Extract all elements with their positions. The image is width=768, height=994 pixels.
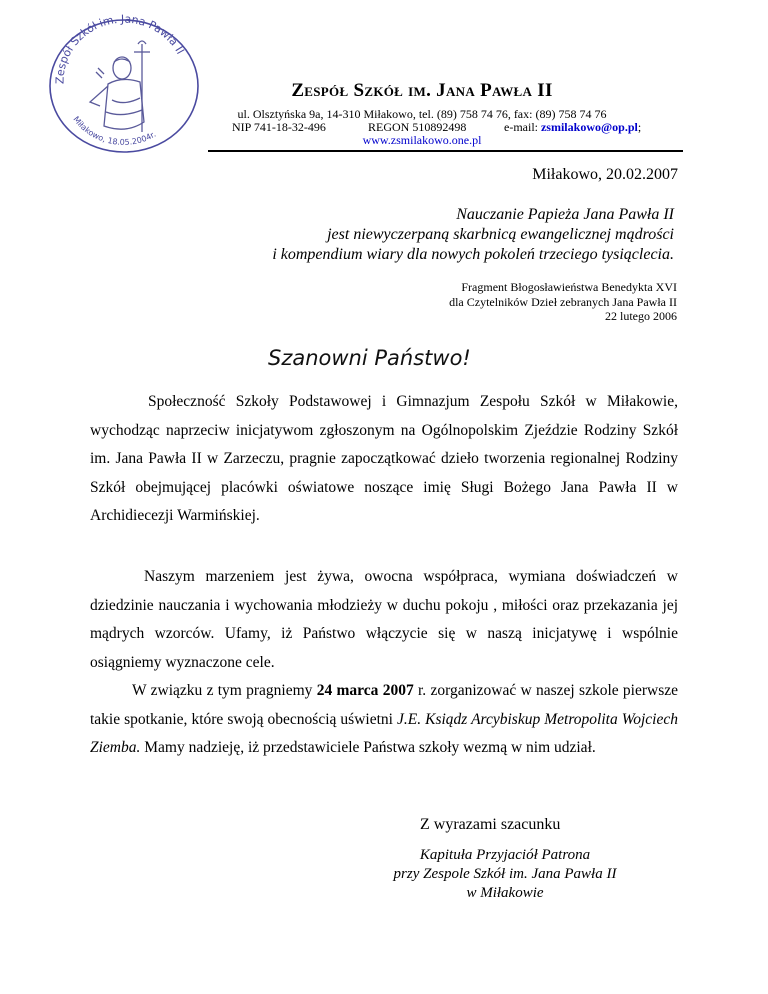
email-label: e-mail: [504,120,538,134]
quote-source-line: 22 lutego 2006 [605,309,677,323]
signature-block [340,846,670,903]
school-name-title: Zespół Szkół im. Jana Pawła II [291,80,553,101]
pope-figure-icon [90,41,150,132]
quote-source [277,280,677,324]
motto-line: jest niewyczerpaną skarbnicą ewangelicznej mądrości [327,226,674,243]
motto-line: Nauczanie Papieża Jana Pawła II [456,206,674,223]
motto-quote [154,205,674,265]
email-link[interactable]: zsmilakowo@op.pl [540,120,638,134]
logo-ring-top-text: Zespół Szkół im. Jana Pawła II [53,12,187,85]
logo-ring-bottom-text: Miłakowo, 18.05.2004r. [71,114,158,147]
closing-phrase: Z wyrazami szacunku [420,816,561,833]
nip-number: NIP 741-18-32-496 [232,120,326,134]
motto-line: i kompendium wiary dla nowych pokoleń trzeciego tysiąclecia. [272,246,674,263]
signature-line: Kapituła Przyjaciół Patrona [419,847,591,863]
school-address: ul. Olsztyńska 9a, 14-310 Miłakowo, tel. (89) 758 74 76, fax: (89) 758 74 76 [237,107,607,121]
quote-source-line: Fragment Błogosławieństwa Benedykta XVI [461,280,677,294]
meeting-date: 24 marca 2007 [316,682,414,699]
quote-source-line: dla Czytelników Dzieł zebranych Jana Pawła II [449,294,677,309]
salutation: Szanowni Państwo! [268,346,471,370]
guest-name: J.E. Ksiądz Arcybiskup Metropolita Wojciech Ziemba. [90,710,678,756]
regon-number: REGON 510892498 [368,120,467,134]
body-paragraph-1: Społeczność Szkoły Podstawowej i Gimnazjum Zespołu Szkół w Miłakowie, wychodząc naprzeciw inicjatywom zgłoszonym na Ogólnopolskim Zjeździe Rodziny Szkół im. Jana Pawła II w Zarzeczu, pragnie zapoczątkować dzieło tworzenia regionalnej Rodziny Szkół obejmującej placówki oświatowe noszące imię Sługi Bożego Jana Pawła II w Archidiecezji Warmińskiej. [90,393,678,524]
signature-line: przy Zespole Szkół im. Jana Pawła II [393,866,617,882]
email-suffix: ; [637,120,642,134]
body-paragraph-3: W związku z tym pragniemy 24 marca 2007 r. zorganizować w naszej szkole pierwsze takie spotkanie, które swoją obecnością uświetni J.E. Ksiądz Arcybiskup Metropolita Wojciech Ziemba. Mamy nadzieję, iż przedstawiciele Państwa szkoły wezmą w nim udział. [90,682,679,756]
website-link[interactable]: www.zsmilakowo.one.pl [362,133,482,147]
letter-date: Miłakowo, 20.02.2007 [532,166,678,183]
body-paragraph-2: Naszym marzeniem jest żywa, owocna współpraca, wymiana doświadczeń w dziedzinie nauczania i wychowania młodzieży w duchu pokoju , miłości oraz przekazania jej mądrych wzorców. Ufamy, iż Państwo włączycie się w naszą inicjatywę i wspólnie osiągniemy wyznaczone cele. [90,568,678,671]
school-logo [42,10,202,160]
signature-line: w Miłakowie [466,885,544,901]
header-divider [208,150,683,152]
